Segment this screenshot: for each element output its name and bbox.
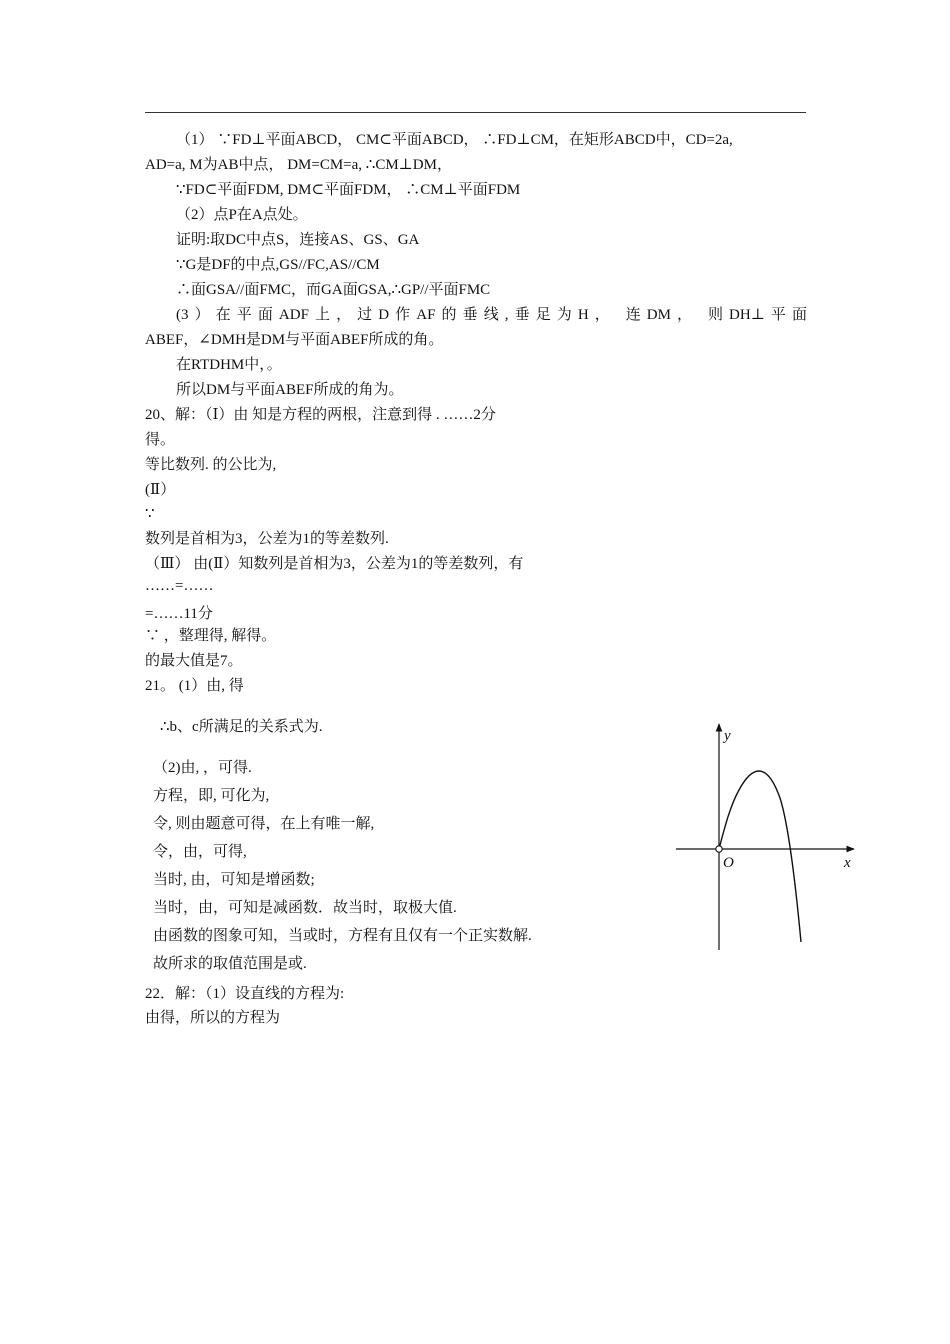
x-axis-label: x: [844, 855, 851, 871]
header-rule: [145, 112, 806, 113]
solution-21-part2-line5: 当时, 由，可知是增函数;: [153, 872, 315, 888]
solution-21-line1: 21。 (1）由, 得: [145, 678, 244, 694]
solution-21-part2-line7: 由函数的图象可知，当或时，方程有且仅有一个正实数解.: [153, 928, 532, 944]
solution-20-part3-line2: ……=……: [145, 578, 214, 594]
solution-21-part2-line1: （2)由, ，可得.: [153, 760, 252, 776]
solution-20-part3-line5: 的最大值是7。: [145, 653, 243, 669]
solution-19-part1-line2: AD=a, M为AB中点， DM=CM=a, ∴CM⊥DM，: [145, 157, 452, 173]
solution-19-part3-line2: ABEF，∠DMH是DM与平面ABEF所成的角。: [145, 332, 444, 348]
origin-label: O: [723, 855, 734, 871]
solution-19-part2-heading: （2）点P在A点处。: [176, 207, 308, 223]
function-graph: [668, 718, 860, 954]
solution-21-part2-line2: 方程，即, 可化为,: [153, 788, 270, 804]
solution-19-part1-line1: （1） ∵FD⊥平面ABCD， CM⊂平面ABCD， ∴FD⊥CM，在矩形ABCD中，CD=2a,: [176, 132, 733, 148]
solution-20-part2-heading: (Ⅱ）: [145, 482, 176, 498]
solution-19-proof-line3: ∴面GSA//面FMC，而GA面GSA,∴GP//平面FMC: [176, 282, 491, 298]
solution-19-part3-line1: (3）在平面ADF上，过D作AF的垂线,垂足为H， 连DM， 则DH⊥平面: [176, 307, 807, 323]
origin-point: [716, 846, 722, 852]
solution-20-line4: 数列是首相为3，公差为1的等差数列.: [145, 531, 389, 547]
solution-21-part2-line4: 令，由，可得,: [153, 844, 247, 860]
solution-21-part2-line8: 故所求的取值范围是或.: [153, 956, 307, 972]
solution-20-part3-line3: =……11分: [145, 606, 213, 622]
solution-20-part3-line1: （Ⅲ） 由(Ⅱ）知数列是首相为3，公差为1的等差数列，有: [145, 556, 524, 572]
solution-21-part2-line3: 令, 则由题意可得，在上有唯一解,: [153, 816, 375, 832]
solution-19-part1-line3: ∵FD⊂平面FDM, DM⊂平面FDM， ∴CM⊥平面FDM: [176, 182, 521, 198]
y-axis-label: y: [724, 728, 731, 744]
solution-22-line2: 由得，所以的方程为: [145, 1010, 281, 1026]
solution-19-part3-line4: 所以DM与平面ABEF所成的角为。: [176, 382, 404, 398]
solution-20-part3-line4: ∵ ，整理得, 解得。: [145, 628, 277, 644]
solution-21-part2-line6: 当时，由，可知是减函数．故当时，取极大值.: [153, 900, 457, 916]
solution-20-because: ∵: [145, 506, 155, 522]
solution-21-line2: ∴b、c所满足的关系式为.: [160, 719, 323, 735]
solution-20-line1: 20、解：（Ⅰ）由 知是方程的两根，注意到得 . ……2分: [145, 407, 496, 423]
solution-19-proof-line1: 证明:取DC中点S，连接AS、GS、GA: [176, 232, 420, 248]
solution-19-part3-line3: 在RTDHM中，。: [176, 357, 282, 373]
solution-20-line2: 得。: [145, 432, 176, 448]
solution-22-line1: 22．解：（1）设直线的方程为:: [145, 986, 345, 1002]
solution-19-proof-line2: ∵G是DF的中点,GS//FC,AS//CM: [176, 257, 380, 273]
solution-20-line3: 等比数列. 的公比为,: [145, 457, 277, 473]
